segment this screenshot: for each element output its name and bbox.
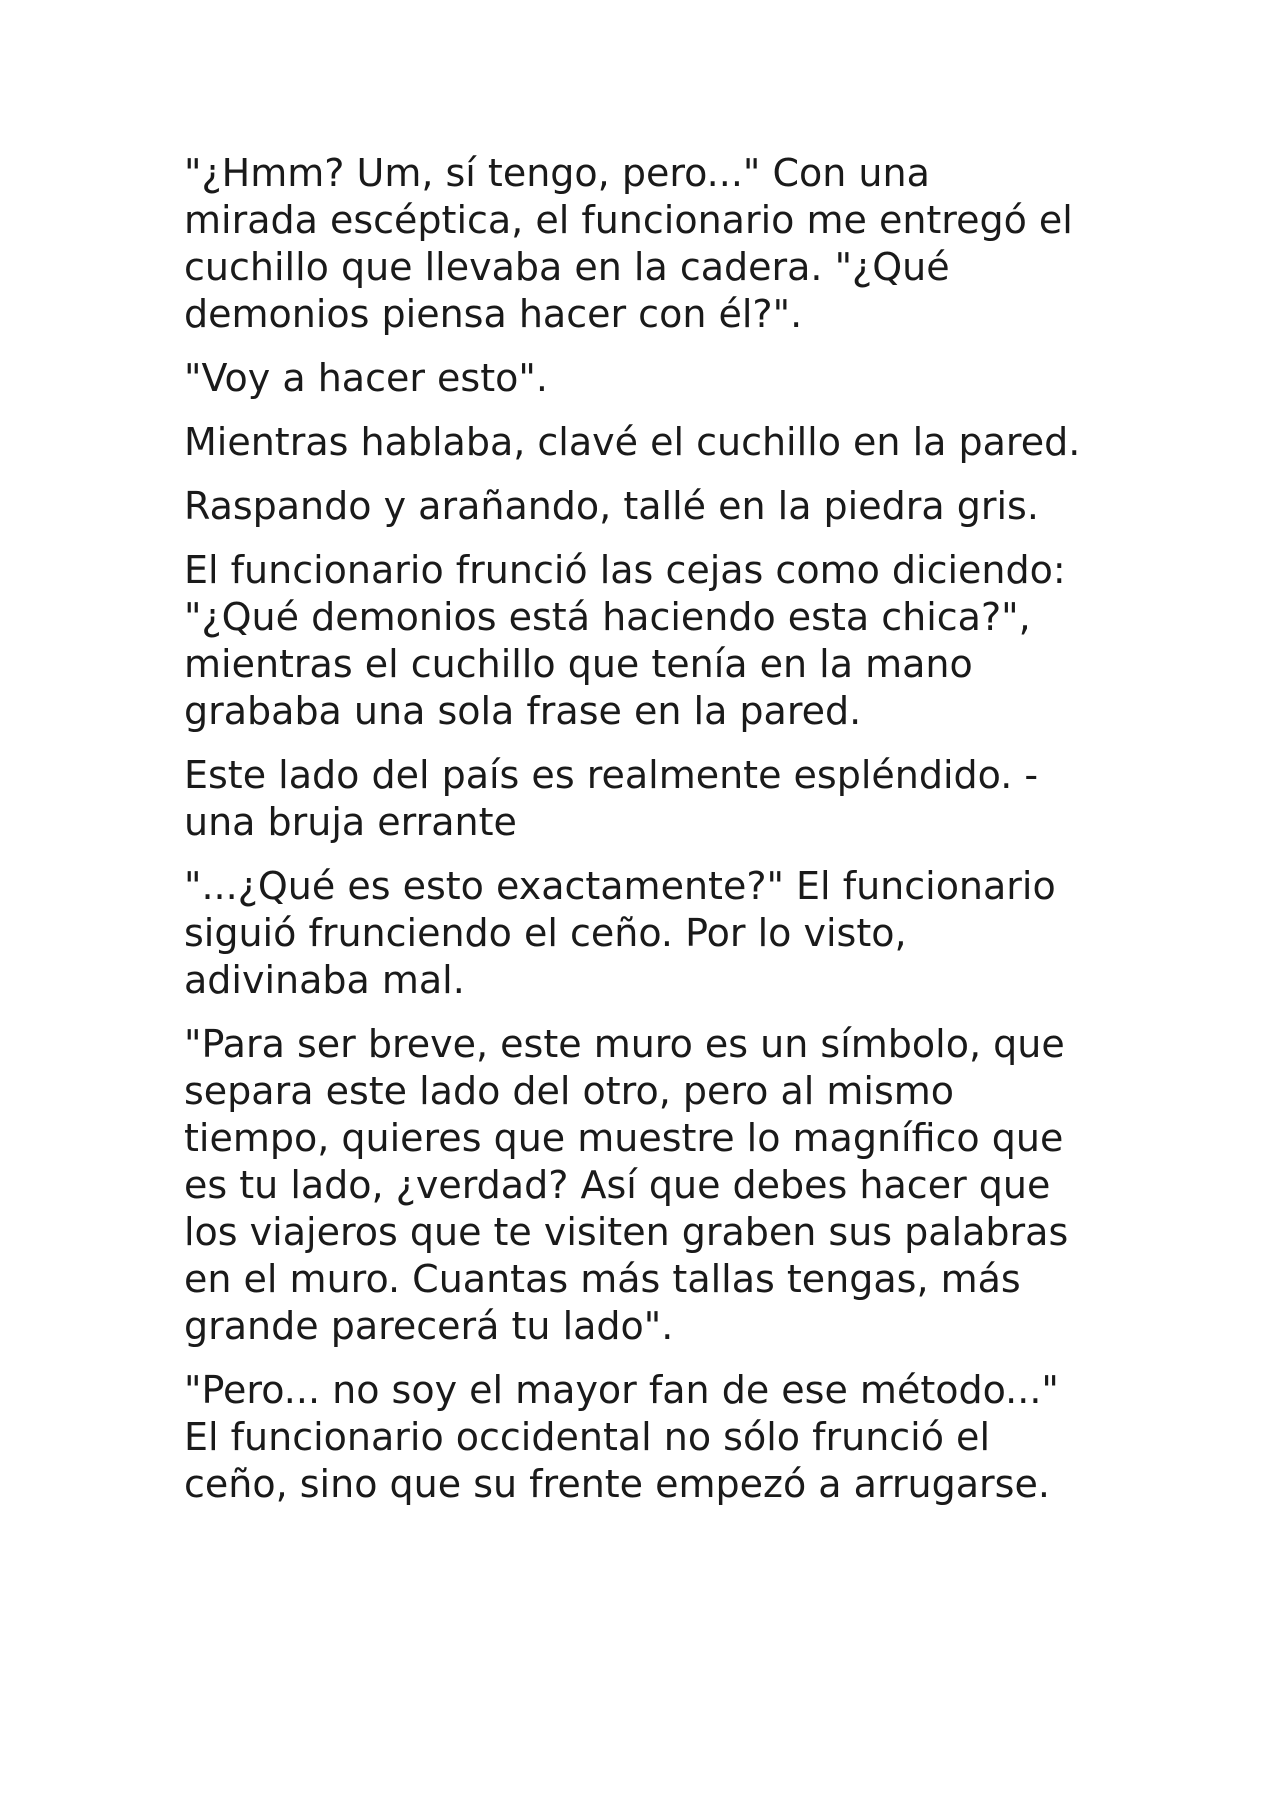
text-line: mirada escéptica, el funcionario me entregó el	[184, 198, 1073, 242]
text-line: "Voy a hacer esto".	[184, 356, 548, 400]
text-line: es tu lado, ¿verdad? Así que debes hacer que	[184, 1163, 1051, 1207]
paragraph-5	[184, 547, 1104, 735]
paragraph-9	[184, 1367, 1104, 1508]
text-line: en el muro. Cuantas más tallas tengas, más	[184, 1257, 1021, 1301]
text-line: "Pero... no soy el mayor fan de ese método..."	[184, 1368, 1059, 1412]
text-line: grababa una sola frase en la pared.	[184, 689, 862, 733]
text-line: separa este lado del otro, pero al mismo	[184, 1069, 955, 1113]
paragraph-2	[184, 355, 1104, 402]
paragraph-8	[184, 1021, 1104, 1350]
text-line: Este lado del país es realmente espléndido. -	[184, 753, 1039, 797]
text-line: mientras el cuchillo que tenía en la mano	[184, 642, 973, 686]
text-line: El funcionario frunció las cejas como diciendo:	[184, 548, 1066, 592]
text-line: ceño, sino que su frente empezó a arrugarse.	[184, 1462, 1050, 1506]
paragraph-3	[184, 419, 1104, 466]
text-line: El funcionario occidental no sólo frunció el	[184, 1415, 990, 1459]
text-line: "...¿Qué es esto exactamente?" El funcionario	[184, 864, 1056, 908]
text-line: "Para ser breve, este muro es un símbolo, que	[184, 1022, 1065, 1066]
text-line: "¿Hmm? Um, sí tengo, pero..." Con una	[184, 151, 930, 195]
text-line: cuchillo que llevaba en la cadera. "¿Qué	[184, 245, 950, 289]
text-line: una bruja errante	[184, 800, 517, 844]
paragraph-1	[184, 150, 1104, 338]
text-line: siguió frunciendo el ceño. Por lo visto,	[184, 911, 907, 955]
text-line: Raspando y arañando, tallé en la piedra gris.	[184, 484, 1039, 528]
body-text	[184, 150, 1104, 1525]
text-line: demonios piensa hacer con él?".	[184, 292, 803, 336]
text-line: "¿Qué demonios está haciendo esta chica?",	[184, 595, 1031, 639]
text-line: grande parecerá tu lado".	[184, 1304, 674, 1348]
text-line: adivinaba mal.	[184, 958, 465, 1002]
text-line: tiempo, quieres que muestre lo magnífico que	[184, 1116, 1064, 1160]
text-line: Mientras hablaba, clavé el cuchillo en la pared.	[184, 420, 1081, 464]
paragraph-6	[184, 752, 1104, 846]
paragraph-7	[184, 863, 1104, 1004]
text-line: los viajeros que te visiten graben sus palabras	[184, 1210, 1069, 1254]
paragraph-4	[184, 483, 1104, 530]
